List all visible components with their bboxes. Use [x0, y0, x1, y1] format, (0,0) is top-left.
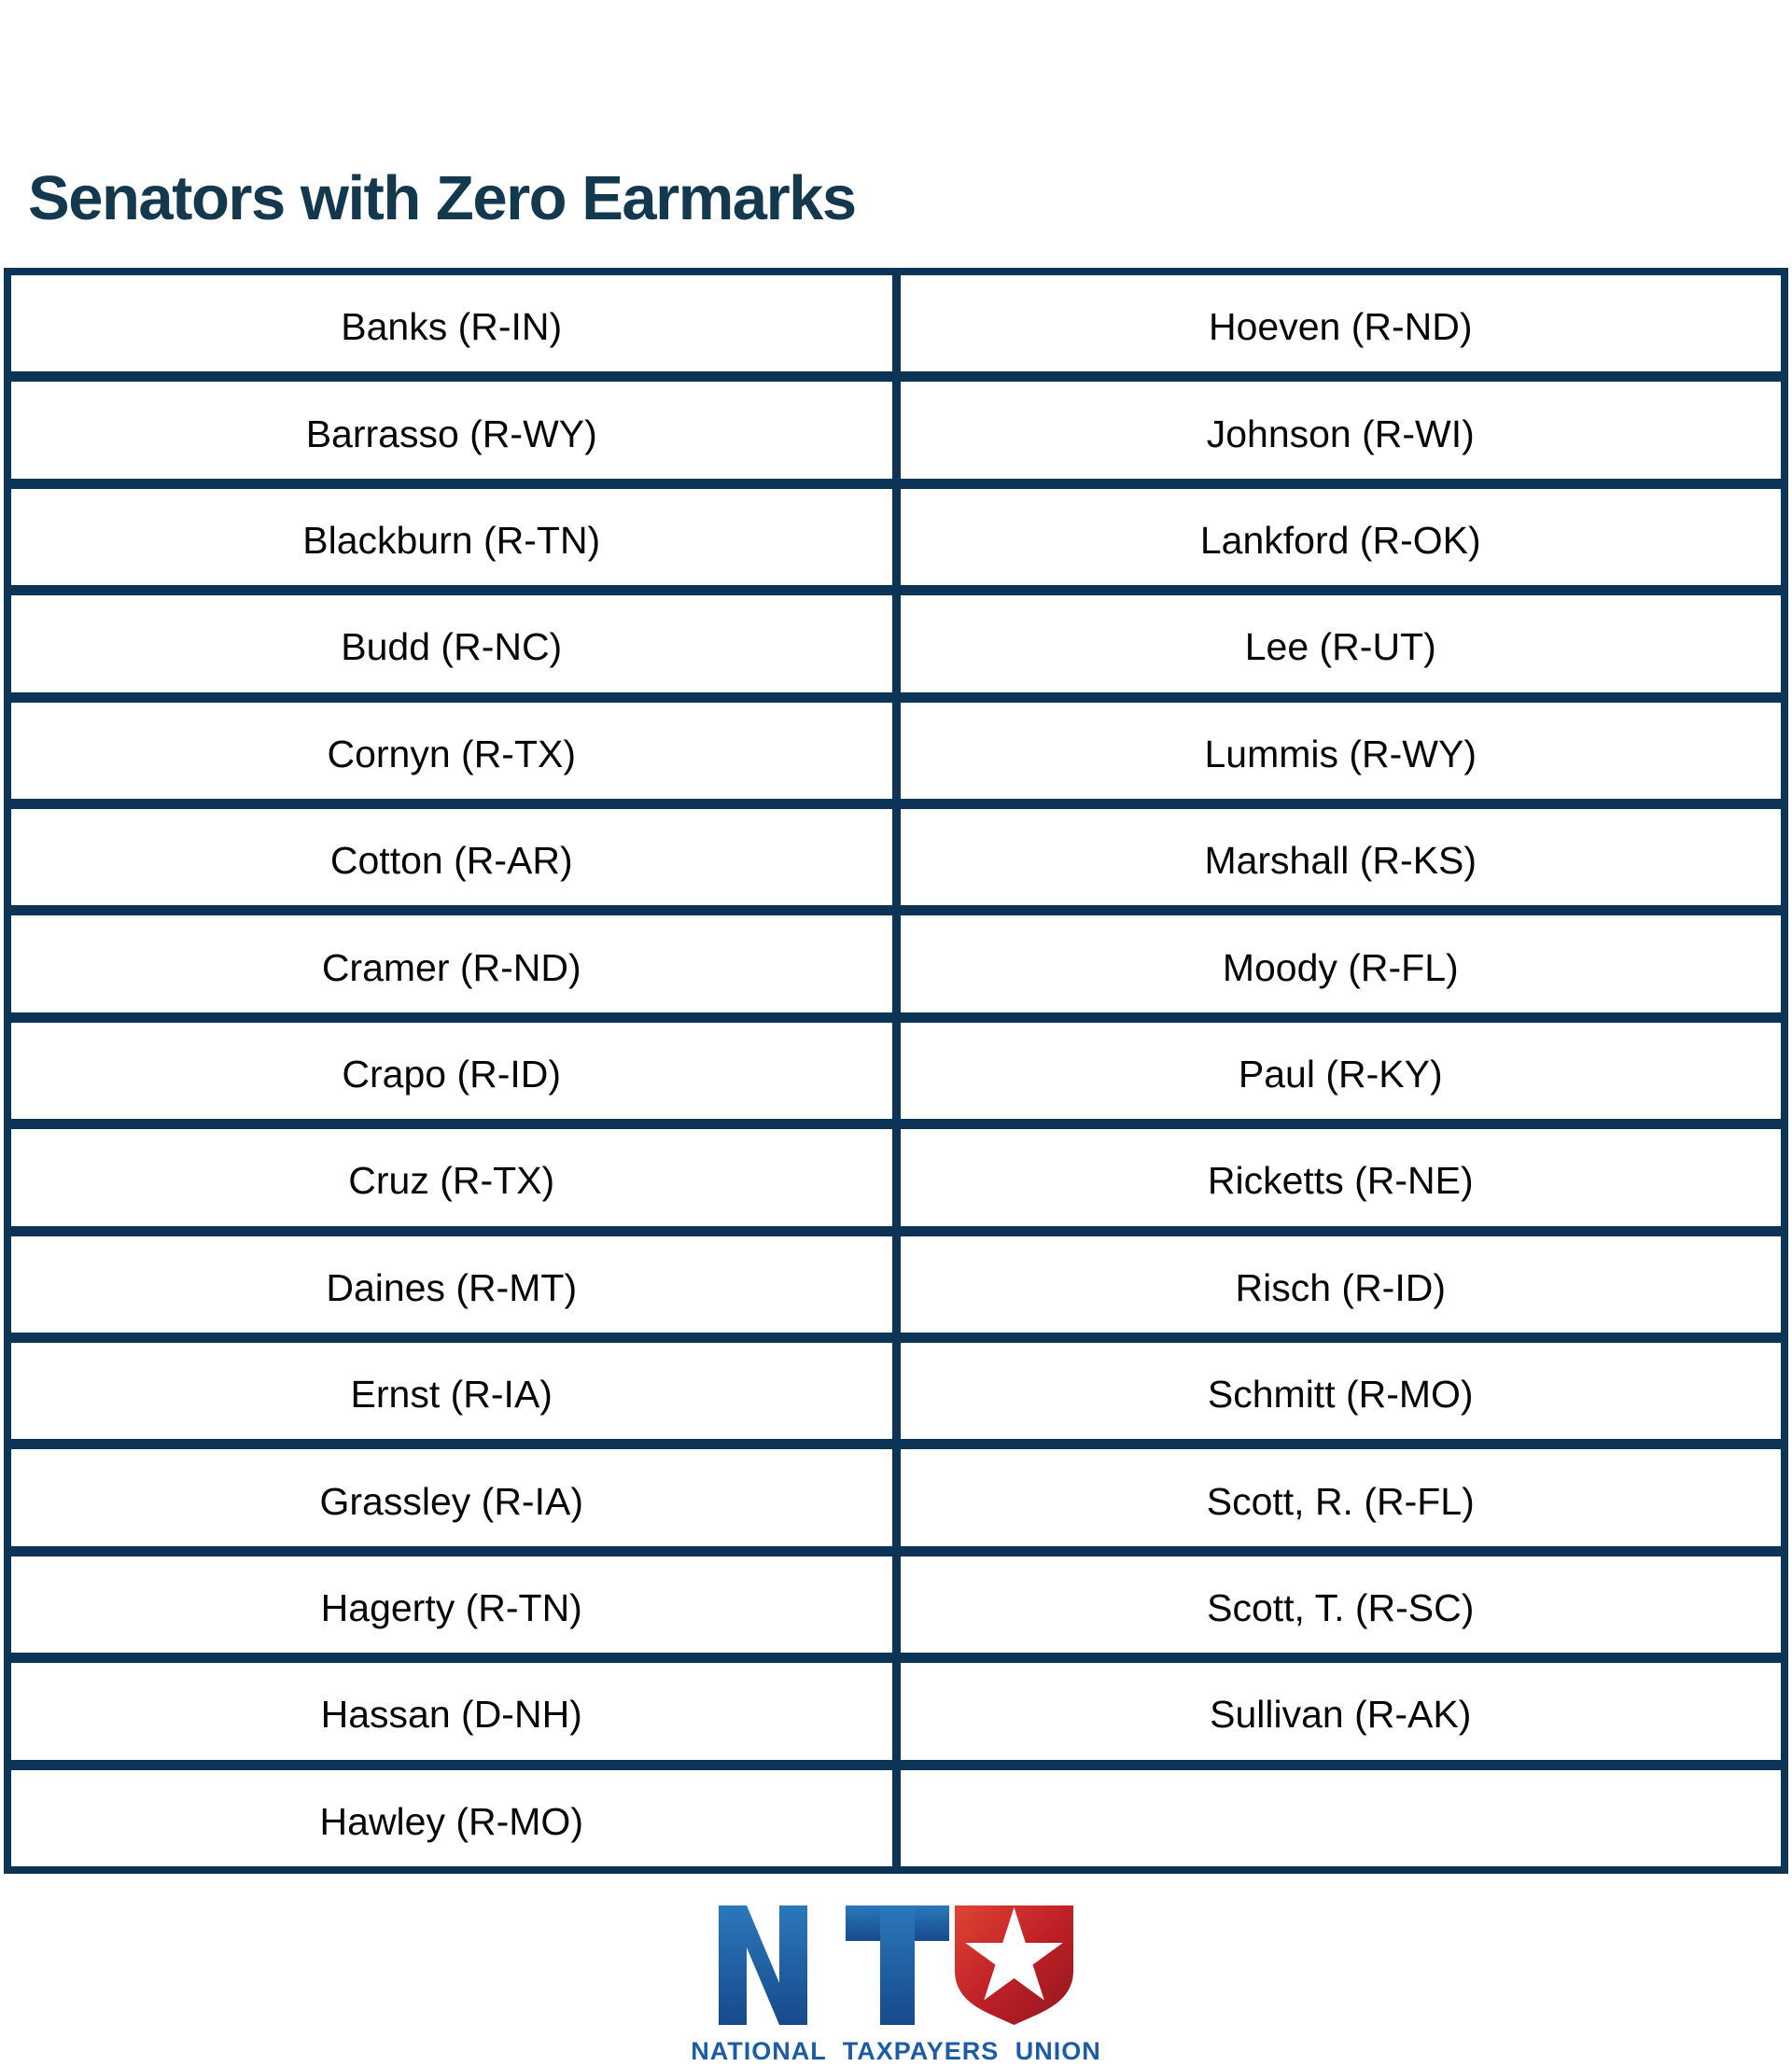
senator-cell: Cornyn (R-TX) — [11, 703, 892, 799]
senator-cell: Johnson (R-WI) — [901, 382, 1782, 478]
senator-cell — [901, 1770, 1782, 1866]
senator-cell: Budd (R-NC) — [11, 595, 892, 691]
senator-cell: Hawley (R-MO) — [11, 1770, 892, 1866]
senator-cell: Lee (R-UT) — [901, 595, 1782, 691]
senator-cell: Grassley (R-IA) — [11, 1449, 892, 1545]
page-title: Senators with Zero Earmarks — [28, 163, 856, 233]
senator-cell: Cramer (R-ND) — [11, 915, 892, 1012]
senator-cell: Banks (R-IN) — [11, 275, 892, 371]
senators-table — [4, 268, 1788, 1874]
senator-cell: Barrasso (R-WY) — [11, 382, 892, 478]
senator-cell: Scott, T. (R-SC) — [901, 1556, 1782, 1653]
senator-cell: Ernst (R-IA) — [11, 1343, 892, 1439]
ntu-logo-caption: NATIONAL TAXPAYERS UNION — [691, 2037, 1101, 2065]
senator-cell: Daines (R-MT) — [11, 1236, 892, 1333]
senator-cell: Ricketts (R-NE) — [901, 1129, 1782, 1225]
senator-cell: Crapo (R-ID) — [11, 1023, 892, 1119]
senator-cell: Schmitt (R-MO) — [901, 1343, 1782, 1439]
letter-n-shape — [719, 1905, 807, 2025]
senator-cell: Marshall (R-KS) — [901, 809, 1782, 905]
senator-cell: Cruz (R-TX) — [11, 1129, 892, 1225]
senator-cell: Risch (R-ID) — [901, 1236, 1782, 1333]
senator-cell: Hassan (D-NH) — [11, 1663, 892, 1759]
ntu-logo-mark — [719, 1905, 1073, 2025]
senator-cell: Lankford (R-OK) — [901, 489, 1782, 585]
senator-cell: Scott, R. (R-FL) — [901, 1449, 1782, 1545]
senator-cell: Moody (R-FL) — [901, 915, 1782, 1012]
letter-t-shape — [846, 1905, 949, 2025]
senator-cell: Lummis (R-WY) — [901, 703, 1782, 799]
senator-cell: Blackburn (R-TN) — [11, 489, 892, 585]
senator-cell: Sullivan (R-AK) — [901, 1663, 1782, 1759]
senator-cell: Hagerty (R-TN) — [11, 1556, 892, 1653]
senator-cell: Hoeven (R-ND) — [901, 275, 1782, 371]
senator-cell: Cotton (R-AR) — [11, 809, 892, 905]
senator-cell: Paul (R-KY) — [901, 1023, 1782, 1119]
